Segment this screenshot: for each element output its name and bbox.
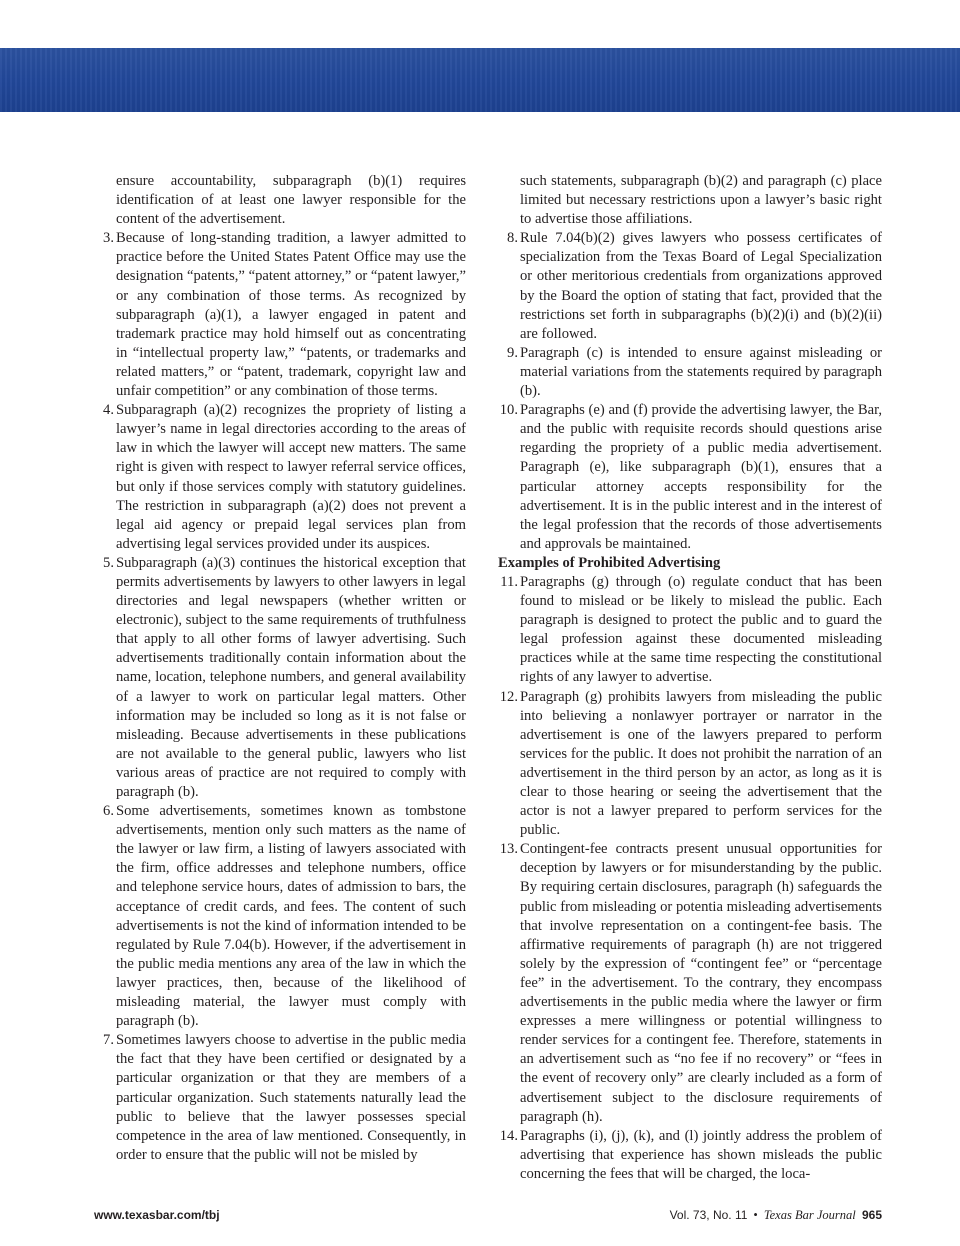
item-text: Subparagraph (a)(3) continues the historical exception that permits advertisements by lawyers to other lawyers in legal directories and legal newspapers (whether written or electronic), subject to the same requirements of truthfulness that apply to all other forms of lawyer advertising. Such advertisements traditionally contain information about the name, location, telephone numbers, and general availability of a lawyer to work on particular legal matters. Other information may be included so long as it is not false or misleading. Because advertisements in these publications are not available to the general public, lawyers who list various areas of practice are not required to comply with paragraph (b).	[116, 554, 466, 800]
list-item	[94, 554, 466, 802]
item-text: Rule 7.04(b)(2) gives lawyers who possess certificates of specialization from the Texas Board of Legal Specialization or other meritorious credentials from organizations approved by the Board the option of stating that fact, provided that the restrictions set forth in subparagraphs (b)(2)(i) and (b)(2)(ii) are followed.	[520, 230, 882, 342]
item-text: Sometimes lawyers choose to advertise in the public media the fact that they have been certified or designated by a particular organization or that they are members of a particular organization. Such statements naturally lead the public to believe that the lawyer possesses special competence in the area of law mentioned. Consequently, in order to ensure that the public will not be misled by	[116, 1032, 466, 1163]
list-item	[498, 688, 882, 841]
left-intro-paragraph: ensure accountability, subparagraph (b)(1) requires identification of at least one lawyer responsible for the content of the advertisement.	[116, 173, 466, 228]
footer-separator: •	[753, 1208, 758, 1222]
item-number: 4.	[103, 402, 114, 419]
left-column	[94, 172, 466, 1165]
right-list-b	[498, 573, 882, 1184]
item-number: 8.	[507, 230, 518, 247]
item-text: Paragraph (g) prohibits lawyers from misleading the public into believing a nonlawyer portrayer or narrator in the advertisement is one of the lawyers prepared to perform services for the public. It does not prohibit the narration of an advertisement in the third person by an actor, as long as it is clear to those hearing or seeing the advertisement that the actor is not a lawyer prepared to perform services for the public.	[520, 688, 882, 839]
list-item	[498, 229, 882, 344]
footer-issue-info	[670, 1208, 882, 1223]
item-text: Some advertisements, sometimes known as tombstone advertisements, mention only such matters as the name of the lawyer or law firm, a listing of lawyers associated with the firm, office addresses and telephone numbers, office and telephone service hours, dates of admission to bars, the acceptance of credit cards, and fees. The content of such advertisements is not the kind of information intended to be regulated by Rule 7.04(b). However, if the advertisement in the public media mentions any area of the law in which the lawyer practices, then, because of the likelihood of misleading material, the lawyer must comply with paragraph (b).	[116, 803, 466, 1030]
item-text: Contingent-fee contracts present unusual opportunities for deception by lawyers or for misunderstanding by the public. By requiring certain disclosures, paragraph (h) safeguards the public from misleading or potentia misleading advertisements that involve representation on a contingent-fee basis. The affirmative requirements of paragraph (h) are not triggered solely by the expression of “contingent fee” or “percentage fee” in the advertisement. To the contrary, they encompass advertisements in the public media where the lawyer or firm expresses a mere willingness or potential willingness to render services for a contingent fee. Therefore, statements in an advertisement such as “no fee if no recovery” or “fees in the event of recovery only” are clearly included as a form of advertisement subject to the disclosure requirements of paragraph (h).	[520, 841, 882, 1125]
right-intro-paragraph: such statements, subparagraph (b)(2) and paragraph (c) place limited but necessary restrictions upon a lawyer’s basic right to advertise those affiliations.	[520, 173, 882, 228]
right-list-a	[498, 229, 882, 554]
item-number: 14.	[499, 1127, 518, 1144]
section-heading: Examples of Prohibited Advertising	[498, 554, 721, 571]
item-number: 9.	[507, 344, 518, 361]
item-text: Paragraphs (g) through (o) regulate conduct that has been found to mislead or be likely to mislead the public. Each paragraph is designed to protect the public and to guard the legal profession against these documented misleading practices while at the same time respecting the constitutional rights of any lawyer to advertise.	[520, 573, 882, 686]
list-item	[498, 401, 882, 554]
item-number: 3.	[103, 230, 114, 247]
item-text: Paragraphs (e) and (f) provide the advertising lawyer, the Bar, and the public with requisite records should questions arise regarding the propriety of a public media advertisement. Paragraph (e), like subparagraph (b)(1), ensures that a particular attorney accepts responsibility for the advertisement. It is in the public interest and in the interest of the legal profession that the records of those advertisements and approvals be maintained.	[520, 402, 882, 552]
item-text: Paragraphs (i), (j), (k), and (l) jointly address the problem of advertising that experience has shown misleads the public concerning the fees that will be charged, the loca-	[520, 1127, 882, 1182]
right-column	[498, 172, 882, 1184]
footer-page-number: 965	[861, 1208, 882, 1222]
list-item	[498, 573, 882, 688]
item-number: 13.	[499, 841, 518, 858]
footer-url-link[interactable]: www.texasbar.com/tbj	[94, 1208, 220, 1222]
item-number: 11.	[500, 573, 518, 590]
list-item	[498, 344, 882, 401]
item-text: Paragraph (c) is intended to ensure against misleading or material variations from the statements required by paragraph (b).	[520, 344, 882, 400]
item-number: 5.	[103, 554, 114, 571]
page-footer	[94, 1208, 882, 1226]
item-number: 10.	[499, 402, 518, 419]
footer-volume: Vol. 73, No. 11	[669, 1208, 748, 1222]
footer-journal-title: Texas Bar Journal	[763, 1208, 856, 1222]
item-number: 7.	[103, 1032, 114, 1049]
item-number: 12.	[499, 688, 518, 705]
list-item	[94, 401, 466, 554]
item-number: 6.	[103, 803, 114, 820]
left-list	[94, 229, 466, 1165]
list-item	[94, 1031, 466, 1165]
item-text: Because of long-standing tradition, a lawyer admitted to practice before the United States Patent Office may use the designation “patents,” “patent attorney,” or “patent lawyer,” or any combination of those terms. As recognized by subparagraph (a)(1), a lawyer engaged in patent and trademark practice may hold himself out as concentrating in “intellectual property law,” “patents, or trademarks and related matters,” or “patent, trademark, copyright law and unfair competition” or any combination of those terms.	[116, 230, 466, 400]
list-item	[498, 1127, 882, 1184]
list-item	[94, 229, 466, 401]
list-item	[498, 840, 882, 1126]
item-text: Subparagraph (a)(2) recognizes the propriety of listing a lawyer’s name in legal directories according to the areas of law in which the lawyer will accept new matters. The same right is given with respect to lawyer referral service offices, but only if those services comply with statutory guidelines. The restriction in subparagraph (a)(2) does not prevent a legal aid agency or prepaid legal services plan from advertising legal services provided under its auspices.	[116, 402, 466, 552]
list-item	[94, 802, 466, 1031]
header-band	[0, 48, 960, 112]
